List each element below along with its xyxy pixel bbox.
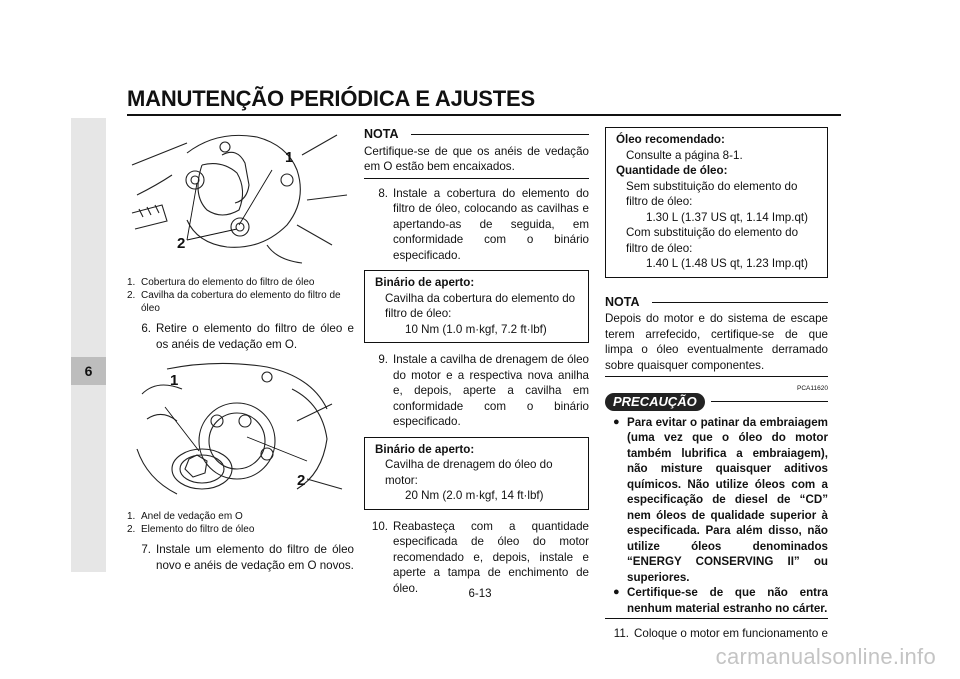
page-number: 6-13 xyxy=(468,588,492,600)
step-6: 6. Retire o elemento do filtro de óleo e os anéis de vedação em O. xyxy=(141,322,354,351)
figure1-callout-1: 1 xyxy=(285,149,294,166)
left-column xyxy=(127,125,354,580)
figure2-caption xyxy=(127,510,354,536)
caution-code: PCA11620 xyxy=(797,385,828,392)
caption-row: 1. Anel de vedação em O xyxy=(127,511,243,522)
note-heading: NOTA xyxy=(605,295,828,311)
step-7: 7. Instale um elemento do filtro de óleo novo e anéis de vedação em O novos. xyxy=(141,543,354,572)
right-column xyxy=(605,127,828,649)
note-text: Depois do motor e do sistema de escape terem arrefecido, certifique-se de que limpa o óleo eventualmente derramado sobre quaisquer componentes. xyxy=(605,311,828,377)
caption-row: 1. Cobertura do elemento do filtro de óleo xyxy=(127,277,315,288)
oil-filter-element-figure xyxy=(127,359,354,502)
torque-spec-box: Binário de aperto: Cavilha de drenagem do óleo do motor: 20 Nm (2.0 m·kgf, 14 ft·lbf) xyxy=(364,437,589,510)
caution-label: PRECAUÇÃO xyxy=(605,393,705,411)
chapter-number: 6 xyxy=(71,357,106,385)
middle-column xyxy=(364,127,589,603)
chapter-tab xyxy=(71,118,106,572)
watermark: carmanualsonline.info xyxy=(715,644,936,669)
figure2-callout-2: 2 xyxy=(297,472,306,489)
oil-filter-element-illustration xyxy=(127,359,354,502)
caption-row: 2. Cavilha da cobertura do elemento do filtro de óleo xyxy=(127,290,341,314)
figure2-callout-1: 1 xyxy=(170,372,179,389)
step-10: 10. Reabasteça com a quantidade especificada de óleo do motor recomendado e, depois, instale e aperte a tampa de enchimento de óleo. xyxy=(371,519,589,595)
torque-spec-box: Binário de aperto: Cavilha da cobertura do elemento do filtro de óleo: 10 Nm (1.0 m·kgf, 7.2 ft·lbf) xyxy=(364,270,589,343)
oil-spec-box: Óleo recomendado: Consulte a página 8-1. Quantidade de óleo: Sem substituição do elemento do filtro de óleo: 1.30 L (1.37 US qt, 1.14 Imp.qt) Com substituição do elemento do filtro de óleo: 1.40 L (1.48 US qt, 1.23 Imp.qt) xyxy=(605,127,828,278)
caution-heading xyxy=(605,393,828,411)
note-heading: NOTA xyxy=(364,127,589,143)
page-title: MANUTENÇÃO PERIÓDICA E AJUSTES xyxy=(127,86,535,111)
bullet-icon: ● xyxy=(613,586,620,598)
step-9: 9. Instale a cavilha de drenagem de óleo do motor e a respectiva nova anilha e, depois, aperte a cavilha em conformidade com o binário especificado. xyxy=(378,353,589,428)
oil-filter-cover-illustration xyxy=(127,125,354,268)
caption-row: 2. Elemento do filtro de óleo xyxy=(127,524,255,535)
figure1-callout-2: 2 xyxy=(177,235,186,252)
figure1-caption xyxy=(127,276,354,315)
step-8: 8. Instale a cobertura do elemento do filtro de óleo, colocando as cavilhas e apertando-as de seguida, em conformidade com o binário especificado. xyxy=(378,186,589,262)
title-rule xyxy=(127,114,841,116)
caution-bullet: ● Para evitar o patinar da embraiagem (uma vez que o óleo do motor também lubrifica a embraiagem), não misture quaisquer aditivos químicos. Não utilize óleos com a especificação de diesel de “CD” nem óleos de qualidade superior à especificada. Para além disso, não utilize óleos denominados “ENERGY CONSERVING II” ou superiores. xyxy=(605,415,828,586)
step-11: 11. Coloque o motor em funcionamento e xyxy=(613,627,828,640)
note-text: Certifique-se de que os anéis de vedação em O estão bem encaixados. xyxy=(364,144,589,179)
bullet-icon: ● xyxy=(613,415,620,428)
caution-bullet: ● Certifique-se de que não entra nenhum material estranho no cárter. xyxy=(605,585,828,616)
oil-filter-cover-figure xyxy=(127,125,354,268)
